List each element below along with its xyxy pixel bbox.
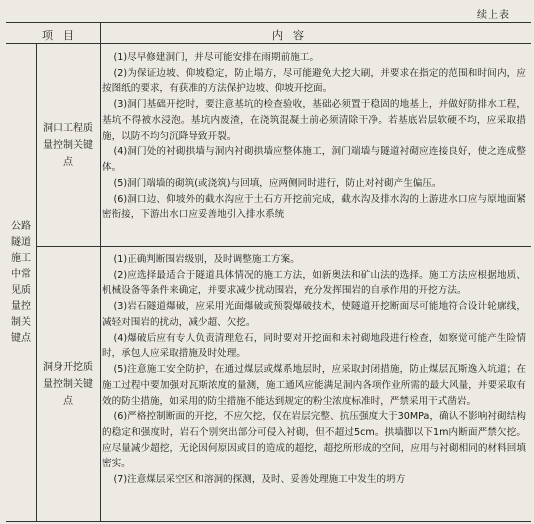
table-header [6,23,531,44]
section-2-title-cell [36,247,100,521]
header-project: 项目 [42,29,84,42]
section-2-item: (4)爆破后应有专人负责清理危石，同时要对开挖面和未衬砌地段进行检查，如察觉可能产生险情时，承包人应采取措施及时处理。 [102,332,526,360]
section-2-title: 洞身开挖质量控制关键点 [43,361,93,407]
category-cell [6,44,36,521]
category-label: 公路隧道施工中常见质量控制关键点 [11,220,31,344]
section-1-title-cell [36,44,100,246]
section-2-item: (7)注意煤层采空区和溶洞的探测，及时、妥善处理施工中发生的坍方 [113,474,406,486]
section-1-content [100,50,528,223]
header-content: 内容 [272,29,314,42]
section-1-item: (1)尽早修建洞门，并尽可能安排在雨期前施工。 [113,52,319,63]
section-1-item: (4)洞门处的衬砌拱墙与洞内衬砌拱墙应整体施工，洞门端墙与隧道衬砌应连接良好，使之连成整体。 [102,146,526,174]
section-2-item: (3)岩石隧道爆破，应采用光面爆破或预裂爆破技术，使隧道开挖断面尽可能地符合设计轮廓线，减轻对围岩的扰动，减少超、欠挖。 [102,301,526,328]
section-1-item: (2)为保证边坡、仰坡稳定，防止塌方，尽可能避免大挖大刷，并要求在指定的范围和时间内，应按图纸的要求，有获准的方法保护边坡、仰坡开挖面。 [102,67,526,95]
section-1-item: (5)洞门端墙的砌筑(或浇筑)与回填，应两侧同时进行，防止对衬砌产生偏压。 [113,177,442,189]
section-1-title: 洞口工程质量控制关键点 [43,122,93,168]
section-2-content [100,252,528,488]
continued-label: 续上表 [477,10,510,21]
section-2-item: (1)正确判断围岩级别，及时调整施工方案。 [113,254,300,265]
section-2-item: (2)应选择最适合于隧道具体情况的施工方法，如新奥法和矿山法的选择。施工方法应根据地质、机械设备等条件来确定，并要求减少扰动围岩，充分发挥围岩的自承作用的开挖方法。 [102,269,526,297]
section-2-item: (5)注意施工安全防护，在通过煤层或煤系地层时，应采取封闭措施，防止煤层瓦斯逸入坑道；在施工过程中要加强对瓦斯浓度的量测，施工通风应能满足洞内各项作业所需的最大风量，并要采取有效的防尘措施，如采用的防尘措施不能达到规定的粉尘浓度标准时，严禁采用干式凿岩。 [102,364,526,407]
quality-control-table [6,22,531,522]
section-2-item: (6)严格控制断面的开挖，不应欠挖，仅在岩层完整、抗压强度大于30MPa，确认不影响衬砌结构的稳定和强度时，岩石个别突出部分可侵入衬砌，但不超过5cm。拱墙脚以下1m内断面严禁欠挖。应尽量减少超挖，无论因何原因或目的造成的超挖，超挖所形成的空间，应用与衬砌相同的材料回填密实。 [102,411,526,470]
rule-section-divider [36,246,531,247]
section-1-item: (3)洞门基础开挖时，要注意基坑的检查验收，基础必须置于稳固的地基上，并做好防排水工程，基坑不得被水浸泡。基坑内废渣，在浇筑混凝土前必须清除干净。若基底岩层软硬不均，应采取措施，以防不均匀沉降导致开裂。 [102,99,526,142]
section-1-item: (6)洞口边、仰坡外的截水沟应于土石方开挖前完成，截水沟及排水沟的上游进水口应与原地面紧密衔接，下游出水口应妥善地引入排水系统 [102,193,526,221]
